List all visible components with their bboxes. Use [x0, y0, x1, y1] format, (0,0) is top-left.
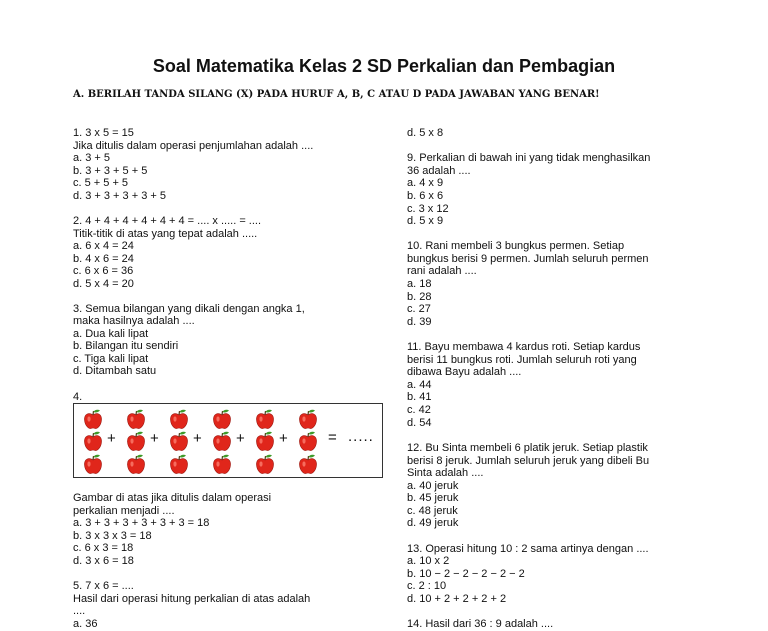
question-right-line: a. 40 jeruk — [407, 480, 459, 492]
question-left-line: d. Ditambah satu — [73, 365, 157, 377]
plus-sign: + — [193, 430, 202, 447]
question-left-line: a. 3 + 3 + 3 + 3 + 3 + 3 = 18 — [73, 517, 210, 529]
red-apple-icon — [212, 431, 232, 452]
question-right-line: b. 28 — [407, 291, 432, 303]
plus-sign: + — [236, 430, 245, 447]
red-apple-icon — [298, 454, 318, 475]
question-left-line: a. 36 — [73, 618, 98, 630]
question-right-line: 13. Operasi hitung 10 : 2 sama artinya dengan .... — [407, 543, 649, 555]
question-right-line: Sinta adalah .... — [407, 467, 484, 479]
question-left-line: b. 4 x 6 = 24 — [73, 253, 134, 265]
question-right-line: d. 5 x 8 — [407, 127, 444, 139]
question-left-line: 3. Semua bilangan yang dikali dengan angka 1, — [73, 303, 305, 315]
red-apple-icon — [255, 409, 275, 430]
question-left-line: d. 3 + 3 + 3 + 3 + 5 — [73, 190, 166, 202]
question-right-line: dibawa Bayu adalah .... — [407, 366, 522, 378]
question-left-line: perkalian menjadi .... — [73, 505, 175, 517]
plus-sign: + — [279, 430, 288, 447]
question-left-line: d. 5 x 4 = 20 — [73, 278, 134, 290]
question-right-line: a. 10 x 2 — [407, 555, 450, 567]
question-left-line: maka hasilnya adalah .... — [73, 315, 195, 327]
equals-sign: = — [328, 429, 337, 446]
plus-sign: + — [150, 430, 159, 447]
page-title: Soal Matematika Kelas 2 SD Perkalian dan Pembagian — [152, 56, 616, 76]
question-left-line: 5. 7 x 6 = .... — [73, 580, 134, 592]
question-right-line: c. 42 — [407, 404, 431, 416]
plus-sign: + — [107, 430, 116, 447]
question-right-line: d. 10 + 2 + 2 + 2 + 2 — [407, 593, 507, 605]
question-right-line: a. 44 — [407, 379, 432, 391]
question-right-line: bungkus berisi 9 permen. Jumlah seluruh permen — [407, 253, 649, 265]
question-right-line: b. 6 x 6 — [407, 190, 444, 202]
question-right-line: d. 39 — [407, 316, 432, 328]
red-apple-icon — [83, 454, 103, 475]
question-left-line: a. 6 x 4 = 24 — [73, 240, 134, 252]
question-left-line: .... — [73, 605, 86, 617]
red-apple-icon — [83, 409, 103, 430]
red-apple-icon — [126, 431, 146, 452]
question-right-line: 10. Rani membeli 3 bungkus permen. Setiap — [407, 240, 625, 252]
question-right-line: berisi 11 bungkus roti. Jumlah seluruh roti yang — [407, 354, 637, 366]
red-apple-icon — [255, 431, 275, 452]
question-right-line: c. 3 x 12 — [407, 203, 449, 215]
red-apple-icon — [169, 431, 189, 452]
red-apple-icon — [126, 454, 146, 475]
question-right-line: c. 48 jeruk — [407, 505, 458, 517]
question-right-line: c. 27 — [407, 303, 431, 315]
answer-dots: ..... — [348, 428, 374, 445]
question-right-line: b. 10 − 2 − 2 − 2 − 2 − 2 — [407, 568, 525, 580]
red-apple-icon — [255, 454, 275, 475]
question-right-line: 14. Hasil dari 36 : 9 adalah .... — [407, 618, 554, 630]
question-left-line: a. 3 + 5 — [73, 152, 111, 164]
question-right-line: 11. Bayu membawa 4 kardus roti. Setiap kardus — [407, 341, 641, 353]
question-left-line: Hasil dari operasi hitung perkalian di atas adalah — [73, 593, 311, 605]
question-left-line: Titik-titik di atas yang tepat adalah ..... — [73, 228, 258, 240]
red-apple-icon — [298, 431, 318, 452]
question-right-line: 12. Bu Sinta membeli 6 platik jeruk. Setiap plastik — [407, 442, 648, 454]
red-apple-icon — [169, 454, 189, 475]
question-left-line: a. Dua kali lipat — [73, 328, 149, 340]
question-left-line: b. 3 + 3 + 5 + 5 — [73, 165, 148, 177]
question-left-line: 2. 4 + 4 + 4 + 4 + 4 + 4 = .... x ..... = .... — [73, 215, 262, 227]
question-left-line: c. 6 x 6 = 36 — [73, 265, 134, 277]
red-apple-icon — [298, 409, 318, 430]
question-right-line: d. 5 x 9 — [407, 215, 444, 227]
red-apple-icon — [126, 409, 146, 430]
question-left-line: b. Bilangan itu sendiri — [73, 340, 179, 352]
question-right-line: rani adalah .... — [407, 265, 477, 277]
question-left-line: c. 5 + 5 + 5 — [73, 177, 129, 189]
question-left-line: 4. — [73, 391, 83, 403]
question-right-line: berisi 8 jeruk. Jumlah seluruh jeruk yang dibeli Bu — [407, 455, 650, 467]
question-right-line: d. 49 jeruk — [407, 517, 459, 529]
question-right-line: a. 18 — [407, 278, 432, 290]
question-right-line: c. 2 : 10 — [407, 580, 447, 592]
question-left-line: Jika ditulis dalam operasi penjumlahan adalah .... — [73, 140, 314, 152]
question-left-line: c. Tiga kali lipat — [73, 353, 149, 365]
question-left-line: c. 6 x 3 = 18 — [73, 542, 134, 554]
instruction-heading: A. BERILAH TANDA SILANG (X) PADA HURUF A, B, C ATAU D PADA JAWABAN YANG BENAR! — [73, 89, 600, 100]
question-right-line: 9. Perkalian di bawah ini yang tidak menghasilkan — [407, 152, 651, 164]
question-right-line: b. 45 jeruk — [407, 492, 459, 504]
question-left-line: Gambar di atas jika ditulis dalam operasi — [73, 492, 272, 504]
question-left-line: b. 3 x 3 x 3 = 18 — [73, 530, 152, 542]
red-apple-icon — [83, 431, 103, 452]
question-right-line: a. 4 x 9 — [407, 177, 444, 189]
question-right-line: 36 adalah .... — [407, 165, 471, 177]
question-left-line: 1. 3 x 5 = 15 — [73, 127, 134, 139]
red-apple-icon — [169, 409, 189, 430]
red-apple-icon — [212, 409, 232, 430]
apple-figure — [73, 403, 383, 478]
question-left-line: d. 3 x 6 = 18 — [73, 555, 134, 567]
question-right-line: b. 41 — [407, 391, 432, 403]
question-right-line: d. 54 — [407, 417, 432, 429]
red-apple-icon — [212, 454, 232, 475]
